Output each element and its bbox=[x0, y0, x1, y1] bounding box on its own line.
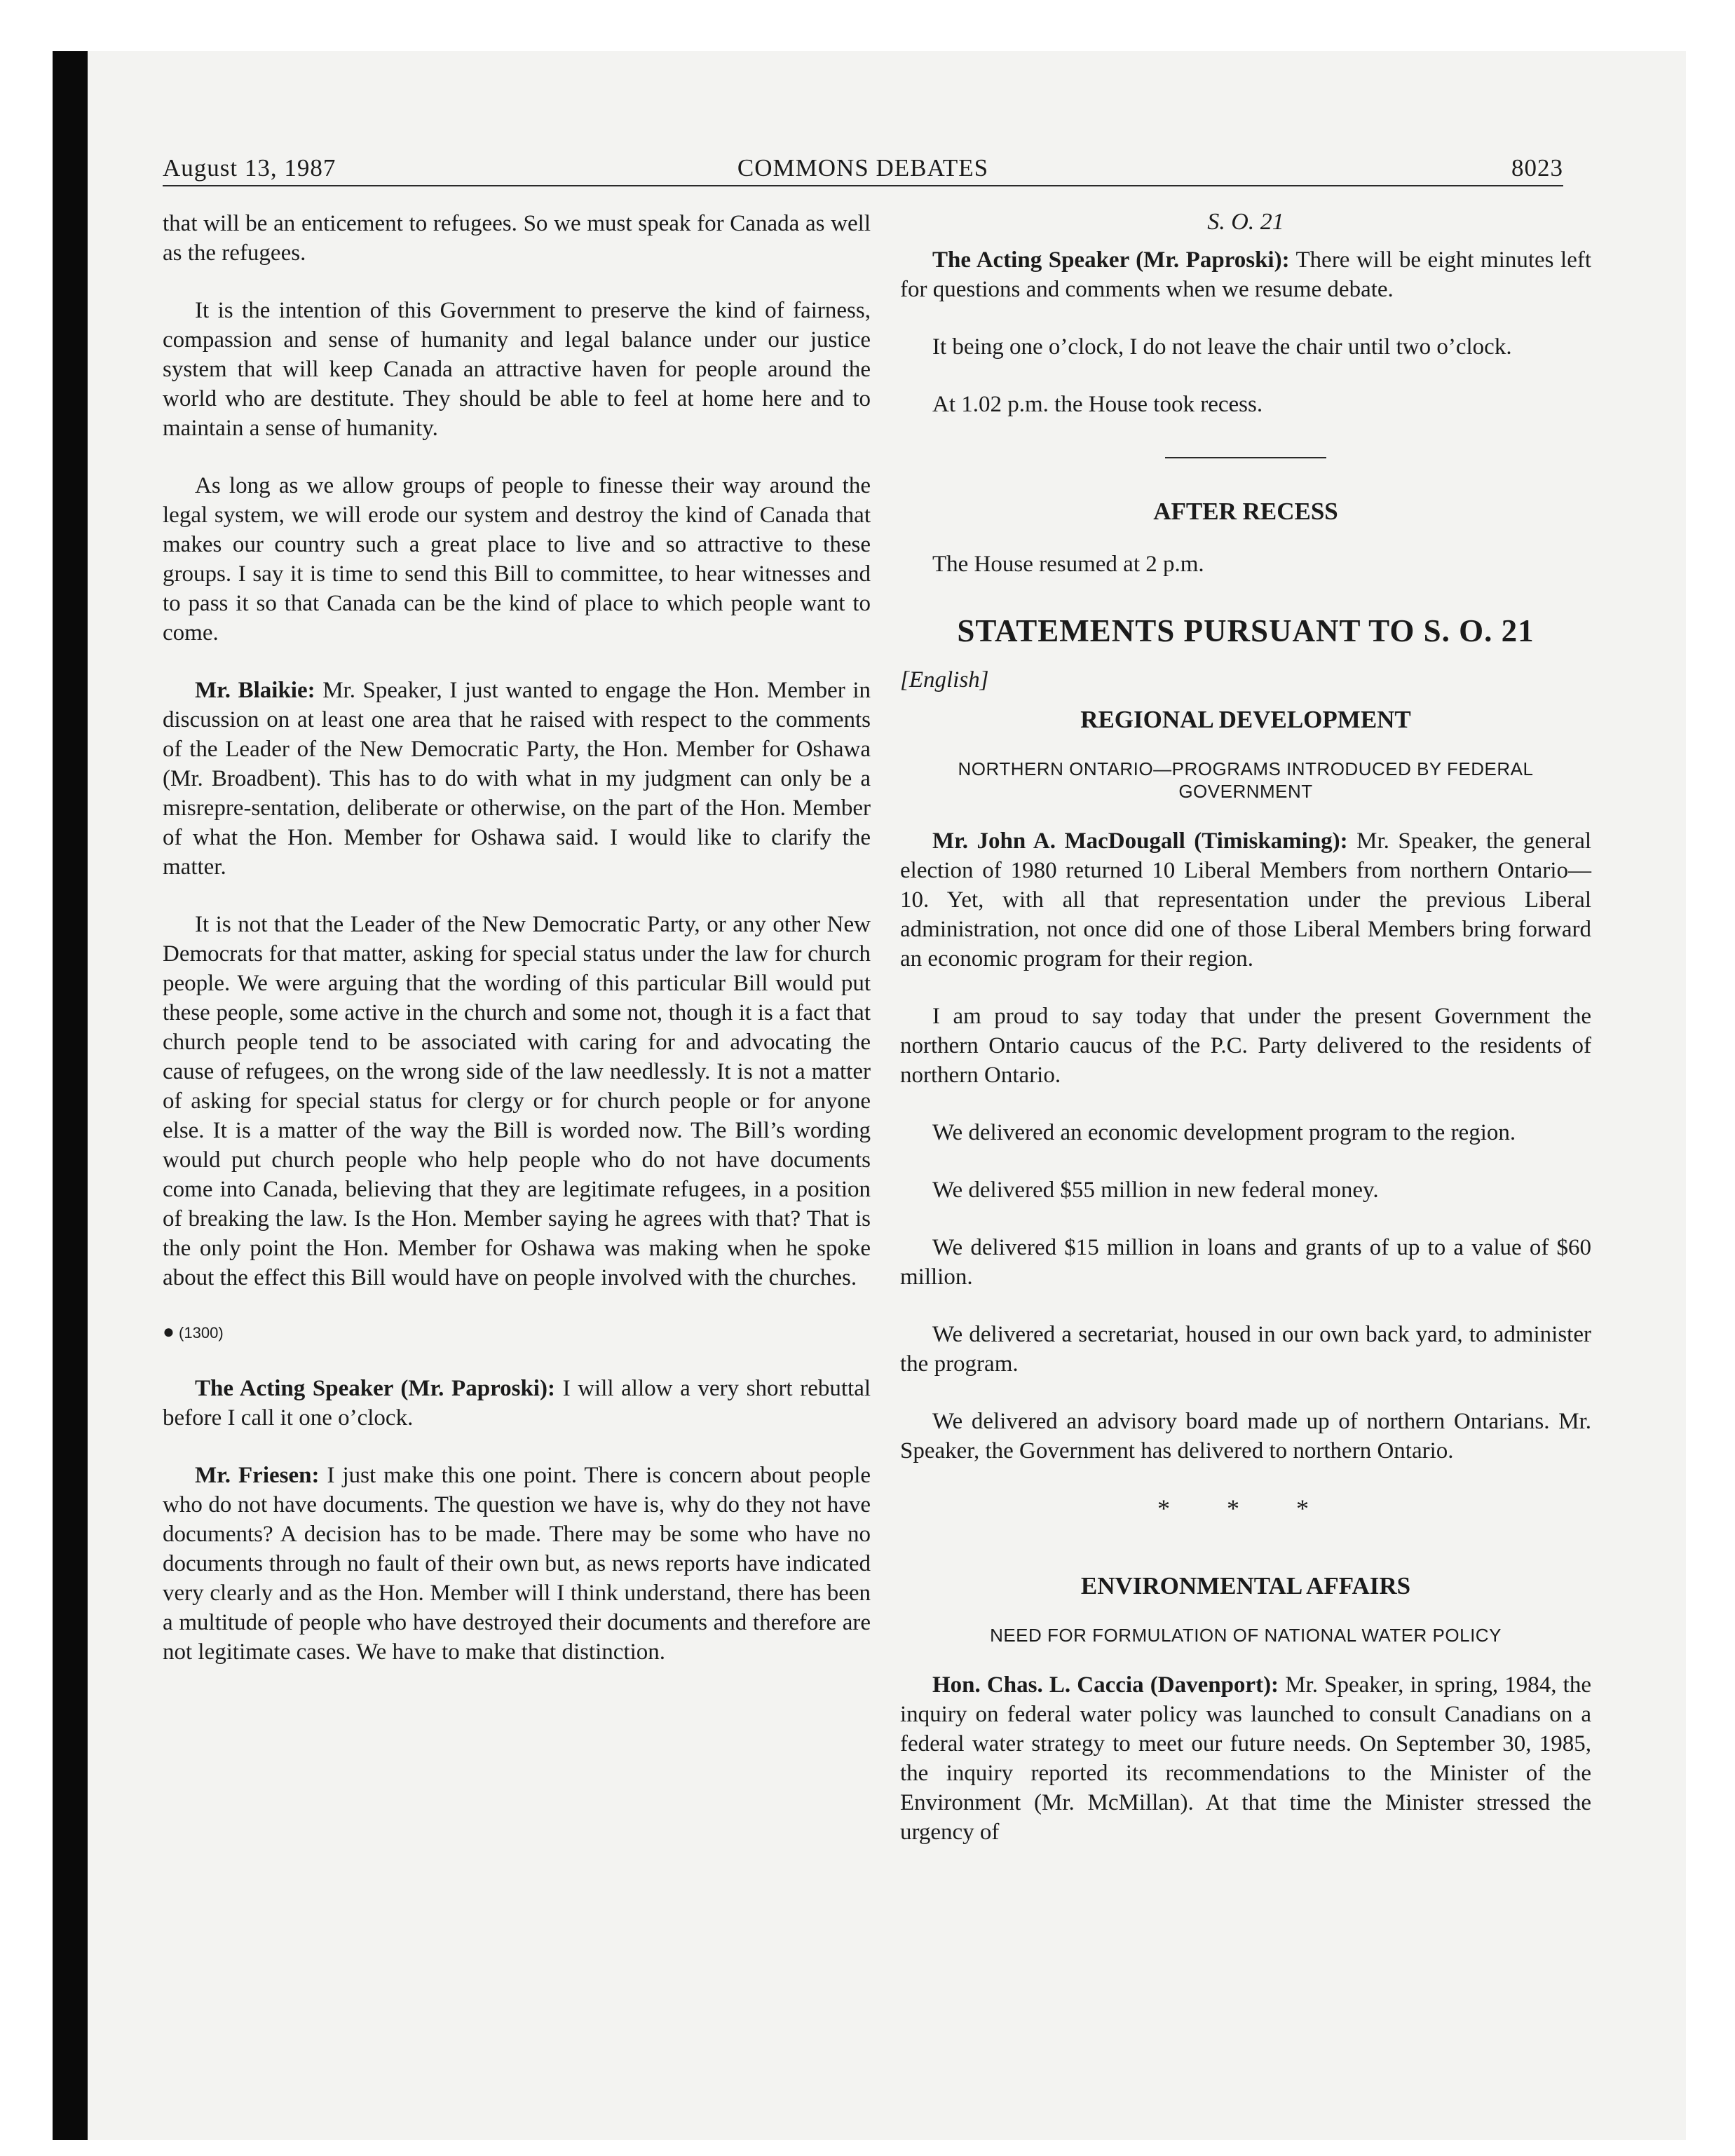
paragraph: We delivered $15 million in loans and grants of up to a value of $60 million. bbox=[900, 1235, 1591, 1290]
regional-development-heading: REGIONAL DEVELOPMENT bbox=[1080, 706, 1411, 733]
speech-text: Mr. Speaker, in spring, 1984, the inquiry on federal water policy was launched to consult Canadians on a federal water strategy to meet our future needs. On September 30, 1985, the inquiry reported its recommendations to the Minister of the Environment (Mr. McMillan). At that time the Minister stressed the urgency of bbox=[900, 1672, 1591, 1845]
speech-text: Mr. Speaker, I just wanted to engage the Hon. Member in discussion on at least one area that he raised with respect to the comments of the Leader of the New Democratic Party, the Hon. Member for Oshawa (Mr. Broadbent). This has to do with what in my judgment can only be a misrepre-sentation, deliberate or otherwise, on the part of the Hon. Member of what the Hon. Member for Oshawa said. I would like to clarify the matter. bbox=[163, 678, 871, 880]
paragraph: At 1.02 p.m. the House took recess. bbox=[932, 392, 1263, 417]
speaker-name: The Acting Speaker (Mr. Paproski): bbox=[195, 1376, 555, 1401]
bullet-icon: ● bbox=[163, 1321, 175, 1342]
speaker-name: The Acting Speaker (Mr. Paproski): bbox=[932, 247, 1290, 273]
running-header bbox=[163, 156, 1563, 186]
speech-paragraph bbox=[163, 676, 871, 882]
paragraph: I am proud to say today that under the present Government the northern Ontario caucus of the P.C. Party delivered to the residents of northern Ontario. bbox=[900, 1004, 1591, 1088]
speech-paragraph bbox=[163, 1374, 871, 1433]
speaker-name: Hon. Chas. L. Caccia (Davenport): bbox=[932, 1672, 1279, 1698]
speech-text: Mr. Speaker, the general election of 1980 returned 10 Liberal Members from northern Ontario—10. Yet, with all that representation under the previous Liberal administration, not once did one of those Liberal Members bring forward an economic program for their region. bbox=[900, 828, 1592, 971]
header-title: COMMONS DEBATES bbox=[737, 154, 989, 182]
statements-heading: STATEMENTS PURSUANT TO S. O. 21 bbox=[957, 613, 1535, 648]
page-number: 8023 bbox=[1511, 154, 1563, 182]
speech-paragraph bbox=[163, 1461, 871, 1667]
paragraph: It is the intention of this Government to preserve the kind of fairness, compassion and sense of humanity and legal balance under our justice system that will keep Canada an attractive haven for people around the world who are destitute. They should be able to feel at home here and to maintain a sense of humanity. bbox=[163, 298, 871, 441]
paragraph: It is not that the Leader of the New Democratic Party, or any other New Democrats for that matter, asking for special status under the law for church people. We were arguing that the wording of this particular Bill would put these people, some active in the church and some not, though it is a fact that church people tend to be associated with caring for and advocating the cause of refugees, on the wrong side of the law needlessly. It is not a matter of asking for special status for clergy or for church people or for anyone else. It is a matter of the way the Bill is worded now. The Bill’s wording would put church people who help people who do not have documents come into Canada, believing that they are legitimate refugees, in a position of breaking the law. Is the Hon. Member saying he agrees with that? That is the only point the Hon. Member for Oshawa was making when he spoke about the effect this Bill would have on people involved with the churches. bbox=[163, 912, 871, 1290]
section-divider bbox=[1165, 457, 1326, 458]
after-recess-heading: AFTER RECESS bbox=[1153, 498, 1338, 525]
regional-subheading: NORTHERN ONTARIO—PROGRAMS INTRODUCED BY FEDERAL GOVERNMENT bbox=[958, 758, 1534, 802]
speech-text: I just make this one point. There is concern about people who do not have documents. The question we have is, why do they not have documents? A decision has to be made. There may be some who have no documents through no fault of their own but, as news reports have indicated very clearly and as the Hon. Member will I think understand, there has been a multitude of people who have destroyed their documents and therefore are not legitimate cases. We have to make that distinction. bbox=[163, 1463, 871, 1665]
speaker-name: Mr. John A. MacDougall (Timiskaming): bbox=[932, 828, 1348, 854]
speech-text: There will be eight minutes left for questions and comments when we resume debate. bbox=[900, 247, 1591, 302]
environmental-affairs-heading: ENVIRONMENTAL AFFAIRS bbox=[1080, 1572, 1411, 1599]
speech-paragraph bbox=[900, 245, 1591, 304]
speaker-name: Mr. Blaikie: bbox=[195, 678, 315, 703]
speaker-name: Mr. Friesen: bbox=[195, 1463, 320, 1488]
left-column bbox=[163, 209, 871, 1695]
standing-order-ref: S. O. 21 bbox=[1207, 209, 1284, 235]
paragraph: The House resumed at 2 p.m. bbox=[932, 552, 1204, 577]
paragraph: We delivered an advisory board made up of northern Ontarians. Mr. Speaker, the Government has delivered to northern Ontario. bbox=[900, 1409, 1591, 1464]
speech-paragraph bbox=[900, 1670, 1591, 1847]
paragraph: We delivered $55 million in new federal money. bbox=[932, 1178, 1379, 1203]
time-marker-label: (1300) bbox=[179, 1324, 224, 1342]
paragraph: that will be an enticement to refugees. So we must speak for Canada as well as the refugees. bbox=[163, 211, 871, 266]
paragraph: As long as we allow groups of people to finesse their way around the legal system, we will erode our system and destroy the kind of Canada that makes our country such a great place to live and so attractive to these groups. I say it is time to send this Bill to committee, to hear witnesses and to pass it so that Canada can be the kind of place to which people want to come. bbox=[163, 473, 871, 646]
paragraph: We delivered a secretariat, housed in our own back yard, to administer the program. bbox=[900, 1322, 1591, 1377]
paragraph: We delivered an economic development program to the region. bbox=[932, 1120, 1516, 1145]
time-marker bbox=[163, 1321, 871, 1343]
speech-text: I will allow a very short rebuttal before I call it one o’clock. bbox=[163, 1376, 871, 1431]
language-note: [English] bbox=[900, 667, 989, 692]
header-date: August 13, 1987 bbox=[163, 154, 336, 182]
speech-paragraph bbox=[900, 826, 1591, 974]
environmental-subheading: NEED FOR FORMULATION OF NATIONAL WATER POLICY bbox=[990, 1625, 1502, 1646]
section-separator-stars: * * * bbox=[1157, 1494, 1334, 1522]
scan-binding-edge bbox=[53, 51, 88, 2140]
paragraph: It being one o’clock, I do not leave the chair until two o’clock. bbox=[932, 334, 1512, 360]
right-column bbox=[900, 209, 1591, 1875]
